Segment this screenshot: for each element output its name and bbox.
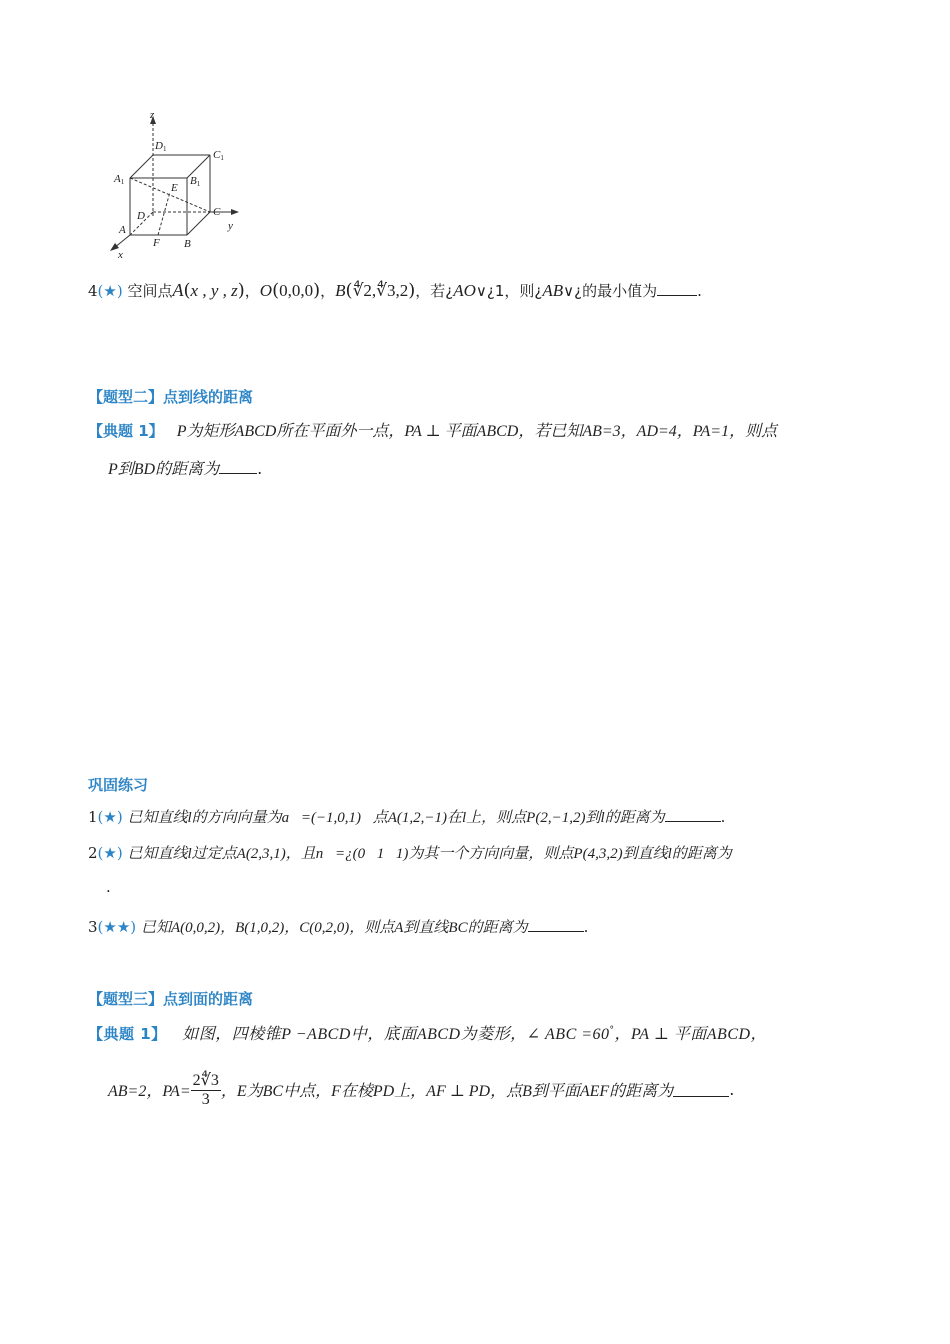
- question-number: 4: [88, 282, 98, 300]
- question-4: 4(★) 空间点A(x , y , z)，O(0,0,0)，B(∜2,∜3,2)，若¿AO∨¿1，则¿AB∨¿的最小值为 .: [88, 280, 702, 301]
- label-d: D: [137, 210, 145, 222]
- label-e: E: [171, 182, 178, 194]
- question-text: 已知直线l过定点A(2,3,1)，且n⃗=¿(0，1，1)为其一个方向向量，则点P(4,3,2)到直线l的距离为: [127, 846, 732, 862]
- section-title: 【题型三】点到面的距离: [88, 990, 254, 1008]
- label-a1: A1: [114, 173, 125, 186]
- difficulty-stars: (★): [97, 282, 123, 300]
- example-text-line-1: P为矩形ABCD所在平面外一点，PA ⊥ 平面ABCD，若已知AB=3，AD=4，PA=1，则点: [176, 423, 778, 440]
- practice-question-3: 3(★★) 已知A(0,0,2)，B(1,0,2)，C(0,2,0)，则点A到直线BC的距离为 .: [88, 918, 589, 936]
- angle-expression: ∠ ABC =60: [526, 1026, 610, 1043]
- answer-blank: [673, 1082, 729, 1097]
- practice-title: 巩固练习: [88, 776, 149, 794]
- pa-fraction: $\frac{2∜3}{3}$: [192, 1072, 219, 1108]
- label-b1: B1: [190, 175, 201, 188]
- example-1: 【典题 1】 如图，四棱锥P −ABCD中，底面ABCD为菱形，∠ ABC =60°，PA ⊥ 平面ABCD，: [88, 1025, 768, 1043]
- y-axis-arrow: [231, 209, 239, 215]
- label-z: z: [150, 109, 155, 121]
- example-label: 【典题 1】: [88, 422, 164, 440]
- label-f: F: [153, 237, 160, 249]
- practice-question-1: 1(★) 已知直线l的方向向量为a⃗=(−1,0,1)，点A(1,2,−1)在l上，则点P(2,−1,2)到l的距离为 .: [88, 808, 726, 826]
- label-b: B: [184, 238, 191, 250]
- answer-blank: [219, 459, 257, 474]
- difficulty-stars: (★★): [97, 918, 137, 936]
- practice-question-2: 2(★) 已知直线l过定点A(2,3,1)，且n⃗=¿(0，1，1)为其一个方向向量，则点P(4,3,2)到直线l的距离为: [88, 844, 732, 862]
- answer-blank: [657, 281, 697, 296]
- label-c1: C1: [213, 149, 224, 162]
- label-x: x: [118, 249, 123, 261]
- example-1-line-2: AB=2，PA= $\frac{2∜3}{3}$ ，E为BC中点，F在棱PD上，AF ⊥ PD，点B到平面AEF的距离为 .: [108, 1072, 735, 1108]
- answer-blank: [528, 917, 584, 932]
- cube-figure: [100, 108, 260, 264]
- difficulty-stars: (★): [97, 844, 123, 862]
- question-text: 已知A(0,0,2)，B(1,0,2)，C(0,2,0)，则点A到直线BC的距离为: [140, 920, 528, 936]
- question-text: 已知直线l的方向向量为a⃗=(−1,0,1)，点A(1,2,−1)在l上，则点P(2,−1,2)到l的距离为: [127, 810, 665, 826]
- difficulty-stars: (★): [97, 808, 123, 826]
- answer-blank: [665, 807, 721, 822]
- practice-question-2-end: .: [106, 878, 111, 896]
- label-y: y: [228, 220, 233, 232]
- example-text-line-1: 如图，四棱锥P −ABCD中，底面ABCD为菱形，: [182, 1026, 527, 1043]
- label-a: A: [119, 224, 126, 236]
- example-1: [88, 418, 777, 441]
- example-label: 【典题 1】: [88, 1025, 167, 1043]
- section-title: 【题型二】点到线的距离: [88, 388, 254, 406]
- q4-text-1: 空间点: [127, 282, 173, 300]
- label-d1: D1: [155, 140, 167, 153]
- label-c: C: [213, 206, 221, 218]
- example-text-line-2: P到BD的距离为: [108, 461, 220, 478]
- example-1-line-2: P到BD的距离为 .: [108, 459, 263, 478]
